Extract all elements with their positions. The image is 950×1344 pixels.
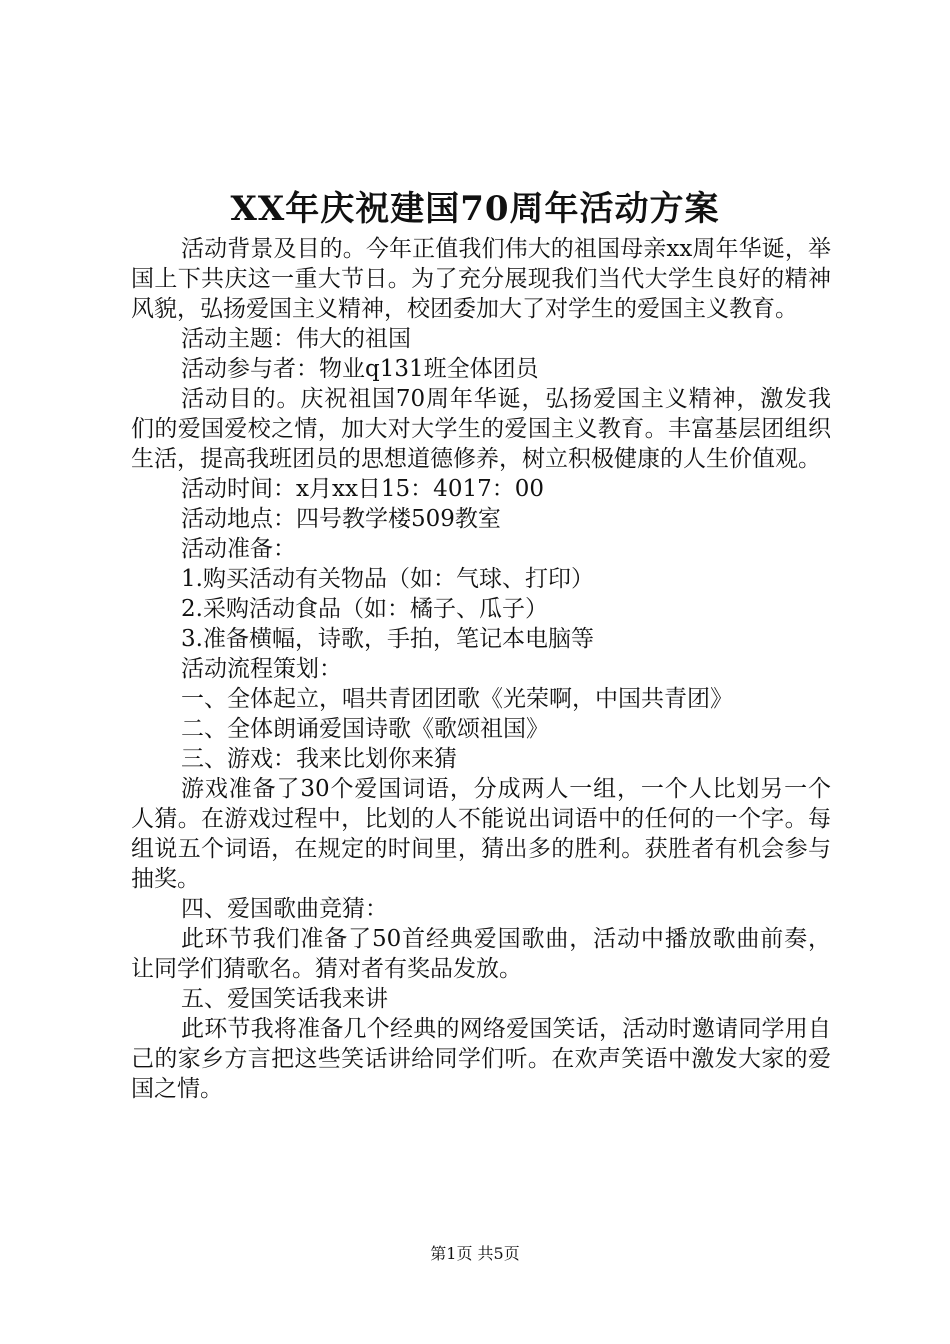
paragraph-process-step-4: 四、爱国歌曲竞猜：	[181, 896, 388, 922]
paragraph-song-description: 此环节我们准备了50首经典爱国歌曲，活动中播放歌曲前奏，让同学们猜歌名。猜对者有奖品发放。	[131, 926, 831, 982]
paragraph-theme: 活动主题：伟大的祖国	[181, 326, 411, 352]
paragraph-process-step-1: 一、全体起立，唱共青团团歌《光荣啊，中国共青团》	[181, 686, 733, 712]
paragraph-process-heading: 活动流程策划：	[181, 656, 342, 682]
paragraph-preparation-item-1: 1.购买活动有关物品（如：气球、打印）	[181, 566, 594, 592]
paragraph-preparation-heading: 活动准备：	[181, 536, 296, 562]
paragraph-process-step-3: 三、游戏：我来比划你来猜	[181, 746, 457, 772]
paragraph-joke-description: 此环节我将准备几个经典的网络爱国笑话，活动时邀请同学用自己的家乡方言把这些笑话讲给同学们听。在欢声笑语中激发大家的爱国之情。	[131, 1016, 831, 1102]
page-footer: 第1页 共5页	[430, 1244, 520, 1263]
document-title: XX年庆祝建国70周年活动方案	[230, 189, 720, 229]
paragraph-process-step-5: 五、爱国笑话我来讲	[181, 986, 388, 1012]
paragraph-time: 活动时间：x月xx日15：4017：00	[181, 476, 544, 502]
paragraph-location: 活动地点：四号教学楼509教室	[181, 506, 501, 532]
paragraph-game-description: 游戏准备了30个爱国词语，分成两人一组，一个人比划另一个人猜。在游戏过程中，比划的人不能说出词语中的任何的一个字。每组说五个词语，在规定的时间里，猜出多的胜利。获胜者有机会参与抽奖。	[131, 776, 831, 892]
paragraph-preparation-item-3: 3.准备横幅，诗歌，手拍，笔记本电脑等	[181, 626, 594, 652]
paragraph-background: 活动背景及目的。今年正值我们伟大的祖国母亲xx周年华诞，举国上下共庆这一重大节日。为了充分展现我们当代大学生良好的精神风貌，弘扬爱国主义精神，校团委加大了对学生的爱国主义教育。	[131, 236, 831, 322]
paragraph-purpose: 活动目的。庆祝祖国70周年华诞，弘扬爱国主义精神，激发我们的爱国爱校之情，加大对大学生的爱国主义教育。丰富基层团组织生活，提高我班团员的思想道德修养，树立积极健康的人生价值观。	[131, 386, 831, 472]
paragraph-process-step-2: 二、全体朗诵爱国诗歌《歌颂祖国》	[181, 716, 549, 742]
document-body	[131, 234, 831, 1104]
paragraph-participants: 活动参与者：物业q131班全体团员	[181, 356, 539, 382]
paragraph-preparation-item-2: 2.采购活动食品（如：橘子、瓜子）	[181, 596, 548, 622]
